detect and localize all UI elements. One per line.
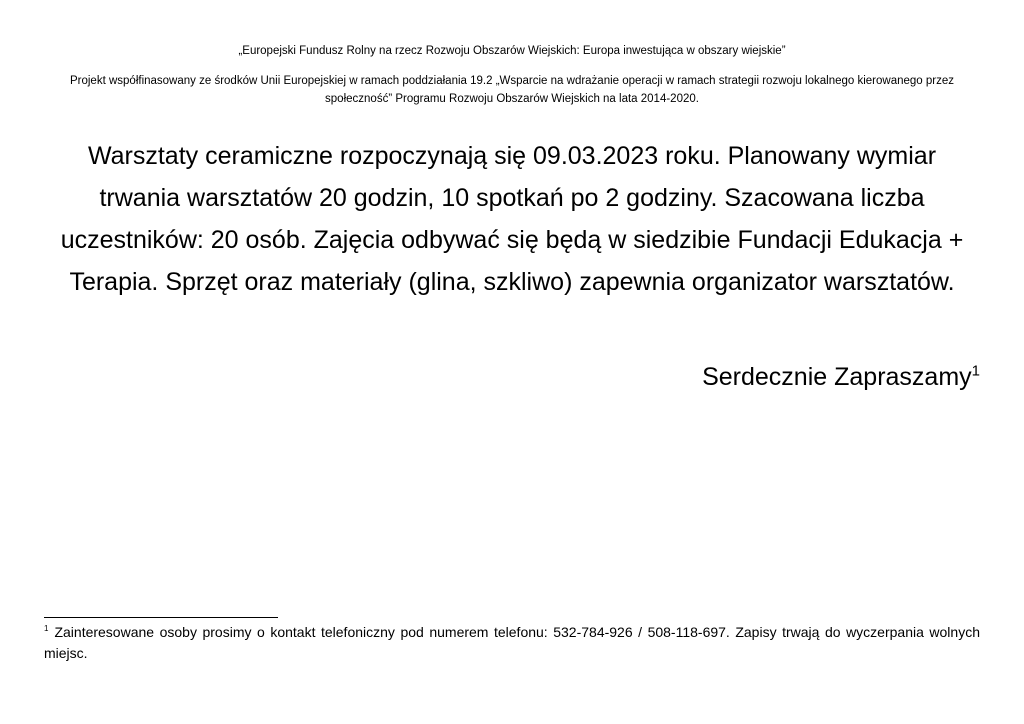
footnote-text: Zainteresowane osoby prosimy o kontakt telefoniczny pod numerem telefonu: 532-784-926 / 508-118-697. Zapisy trwają do wyczerpania wolnych miejsc. — [44, 624, 980, 661]
footnote-reference: 1 — [971, 362, 980, 380]
header-program-title: „Europejski Fundusz Rolny na rzecz Rozwoju Obszarów Wiejskich: Europa inwestująca w obszary wiejskie” — [238, 45, 786, 57]
footnote — [44, 622, 980, 664]
closing-text: Serdecznie Zapraszamy — [702, 363, 972, 391]
footnote-marker: 1 — [44, 624, 49, 634]
announcement-body — [58, 135, 966, 303]
announcement-text: Warsztaty ceramiczne rozpoczynają się 09.03.2023 roku. Planowany wymiar trwania warsztatów 20 godzin, 10 spotkań po 2 godziny. Szacowana liczba uczestników: 20 osób. Zajęcia odbywać się będą w siedzibie Fundacji Edukacja + Terapia. Sprzęt oraz materiały (glina, szkliwo) zapewnia organizator warsztatów. — [60, 142, 964, 296]
header-cofinancing-note: Projekt współfinasowany ze środków Unii Europejskiej w ramach poddziałania 19.2 „Wsparcie na wdrażanie operacji w ramach strategii rozwoju lokalnego kierowanego przez społeczność” Programu Rozwoju Obszarów Wiejskich na lata 2014-2020. — [69, 75, 954, 105]
footnote-separator — [44, 617, 278, 618]
closing-line — [702, 356, 980, 398]
